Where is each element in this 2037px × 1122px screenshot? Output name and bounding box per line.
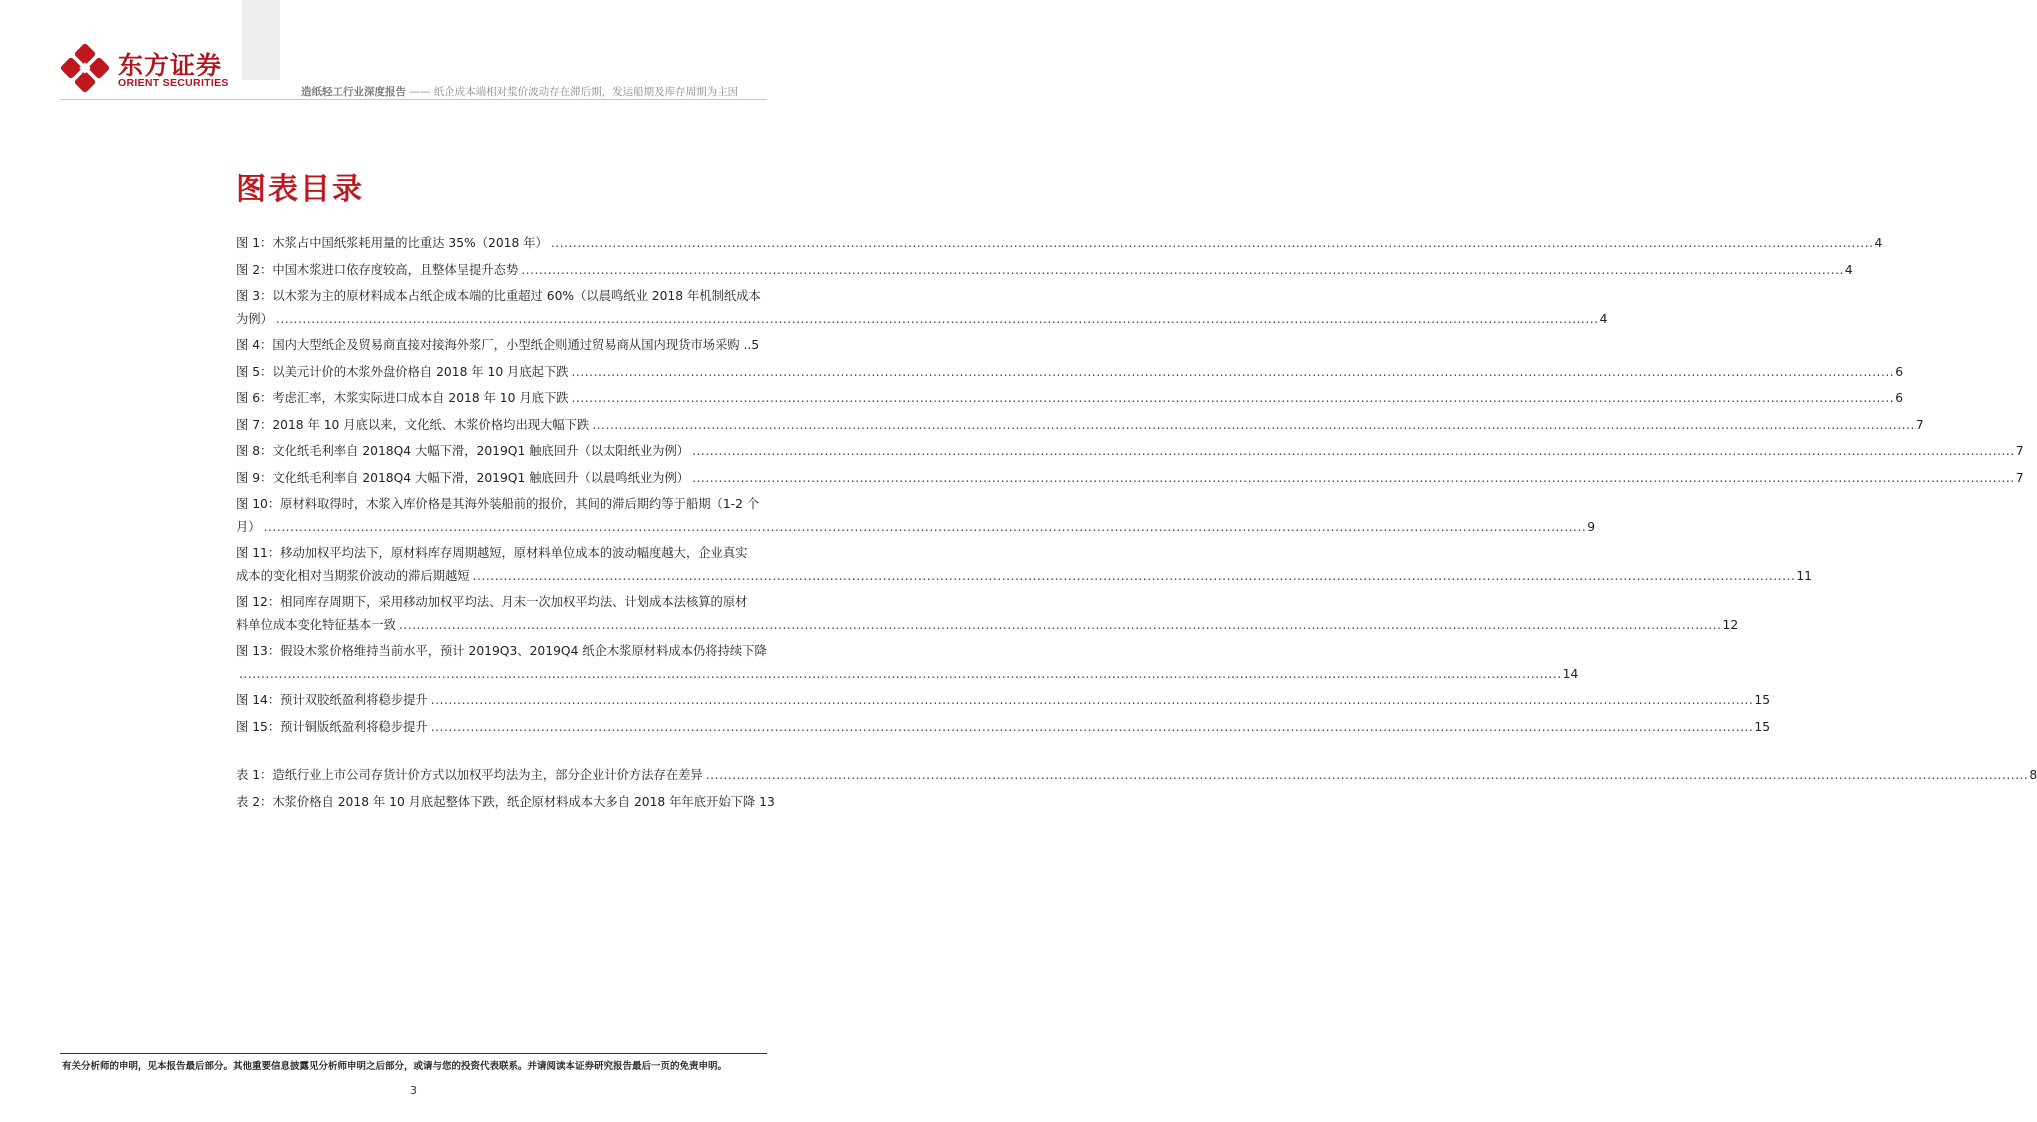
leader-dots: ............................................................................................................................................................................................................................................................................................................ bbox=[472, 568, 1796, 583]
leader-dots: ............................................................................................................................................................................................................................................................................................................ bbox=[275, 311, 1599, 326]
logo-english-name: ORIENT SECURITIES bbox=[118, 77, 229, 89]
leader-dots: ............................................................................................................................................................................................................................................................................................................ bbox=[263, 519, 1587, 534]
logo-chinese-name: 东方证券 bbox=[118, 51, 223, 80]
toc-entry-figure-4[interactable]: 图 4：国内大型纸企及贸易商直接对接海外浆厂，小型纸企则通过贸易商从国内现货市场采购 ..5 bbox=[236, 338, 760, 352]
toc-entry-figure-6[interactable]: 图 6：考虑汇率，木浆实际进口成本自 2018 年 10 月底下跌 ............................................................................................................................................................................................................................................................................................................ 6 bbox=[236, 387, 767, 410]
toc-entry-figure-12[interactable]: 图 12：相同库存周期下，采用移动加权平均法、月末一次加权平均法、计划成本法核算的原材 料单位成本变化特征基本一致 ............................................................................................................................................................................................................................................................................................................ 12 bbox=[236, 591, 767, 636]
header-report-info bbox=[301, 84, 738, 99]
orient-securities-logo-icon bbox=[62, 45, 108, 91]
toc-entry-figure-2[interactable]: 图 2：中国木浆进口依存度较高，且整体呈提升态势 ............................................................................................................................................................................................................................................................................................................ 4 bbox=[236, 259, 767, 282]
leader-dots: ............................................................................................................................................................................................................................................................................................................ bbox=[692, 470, 2015, 485]
report-type: 造纸轻工行业深度报告 bbox=[301, 86, 406, 98]
toc-entry-figure-15[interactable]: 图 15：预计铜版纸盈利将稳步提升 ............................................................................................................................................................................................................................................................................................................ 15 bbox=[236, 716, 767, 739]
leader-dots: ............................................................................................................................................................................................................................................................................................................ bbox=[430, 693, 1754, 707]
section-gap bbox=[236, 742, 767, 764]
leader-dots: ............................................................................................................................................................................................................................................................................................................ bbox=[398, 617, 1722, 632]
header-decoration-box bbox=[242, 0, 280, 80]
table-of-contents bbox=[236, 232, 2037, 817]
toc-entry-figure-3[interactable]: 图 3：以木浆为主的原材料成本占纸企成本端的比重超过 60%（以晨鸣纸业 2018 年机制纸成本 为例） ............................................................................................................................................................................................................................................................................................................ 4 bbox=[236, 285, 767, 330]
page-number: 3 bbox=[410, 1084, 417, 1097]
report-title: 纸企成本端相对浆价波动存在滞后期，发运船期及库存周期为主因 bbox=[433, 86, 739, 98]
toc-entry-figure-11[interactable]: 图 11：移动加权平均法下，原材料库存周期越短，原材料单位成本的波动幅度越大，企业真实 成本的变化相对当期浆价波动的滞后期越短 ............................................................................................................................................................................................................................................................................................................ 11 bbox=[236, 542, 767, 587]
page-header bbox=[0, 0, 827, 100]
leader-dots: ............................................................................................................................................................................................................................................................................................................ bbox=[239, 666, 1562, 681]
header-separator: —— bbox=[406, 86, 434, 98]
footer-divider bbox=[60, 1053, 767, 1054]
leader-dots: ............................................................................................................................................................................................................................................................................................................ bbox=[705, 768, 2029, 782]
toc-entry-figure-7[interactable]: 图 7：2018 年 10 月底以来，文化纸、木浆价格均出现大幅下跌 ............................................................................................................................................................................................................................................................................................................ 7 bbox=[236, 414, 767, 437]
toc-entry-table-2[interactable]: 表 2：木浆价格自 2018 年 10 月底起整体下跌，纸企原材料成本大多自 2018 年年底开始下降 13 bbox=[236, 794, 775, 809]
page-title: 图表目录 bbox=[236, 172, 364, 207]
toc-entry-figure-9[interactable]: 图 9：文化纸毛利率自 2018Q4 大幅下滑，2019Q1 触底回升（以晨鸣纸业为例） ............................................................................................................................................................................................................................................................................................................ 7 bbox=[236, 467, 767, 490]
header-divider bbox=[60, 99, 767, 100]
toc-entry-figure-8[interactable]: 图 8：文化纸毛利率自 2018Q4 大幅下滑，2019Q1 触底回升（以太阳纸业为例） ............................................................................................................................................................................................................................................................................................................ 7 bbox=[236, 440, 767, 463]
leader-dots: ............................................................................................................................................................................................................................................................................................................ bbox=[692, 444, 2015, 458]
toc-entry-figure-14[interactable]: 图 14：预计双胶纸盈利将稳步提升 ............................................................................................................................................................................................................................................................................................................ 15 bbox=[236, 689, 767, 712]
leader-dots: ............................................................................................................................................................................................................................................................................................................ bbox=[430, 719, 1754, 734]
footer-disclaimer: 有关分析师的申明，见本报告最后部分。其他重要信息披露见分析师申明之后部分，或请与您的投资代表联系。并请阅读本证券研究报告最后一页的免责申明。 bbox=[62, 1061, 728, 1072]
leader-dots: ............................................................................................................................................................................................................................................................................................................ bbox=[571, 364, 1895, 379]
toc-entry-figure-1[interactable]: 图 1：木浆占中国纸浆耗用量的比重达 35%（2018 年） ............................................................................................................................................................................................................................................................................................................ 4 bbox=[236, 232, 767, 255]
toc-entry-figure-5[interactable]: 图 5：以美元计价的木浆外盘价格自 2018 年 10 月底起下跌 ............................................................................................................................................................................................................................................................................................................ 6 bbox=[236, 361, 767, 384]
leader-dots: ............................................................................................................................................................................................................................................................................................................ bbox=[571, 391, 1895, 405]
toc-entry-figure-10[interactable]: 图 10：原材料取得时，木浆入库价格是其海外装船前的报价，其间的滞后期约等于船期（1-2 个 月） ............................................................................................................................................................................................................................................................................................................ 9 bbox=[236, 493, 767, 538]
toc-entry-figure-13[interactable]: 图 13：假设木浆价格维持当前水平，预计 2019Q3、2019Q4 纸企木浆原材料成本仍将持续下降 ............................................................................................................................................................................................................................................................................................................ 14 bbox=[236, 640, 767, 685]
leader-dots: ............................................................................................................................................................................................................................................................................................................ bbox=[592, 417, 1915, 432]
toc-entry-table-1[interactable]: 表 1：造纸行业上市公司存货计价方式以加权平均法为主，部分企业计价方法存在差异 ............................................................................................................................................................................................................................................................................................................ 8 bbox=[236, 764, 767, 787]
leader-dots: ............................................................................................................................................................................................................................................................................................................ bbox=[550, 236, 1874, 250]
leader-dots: ............................................................................................................................................................................................................................................................................................................ bbox=[521, 262, 1844, 277]
